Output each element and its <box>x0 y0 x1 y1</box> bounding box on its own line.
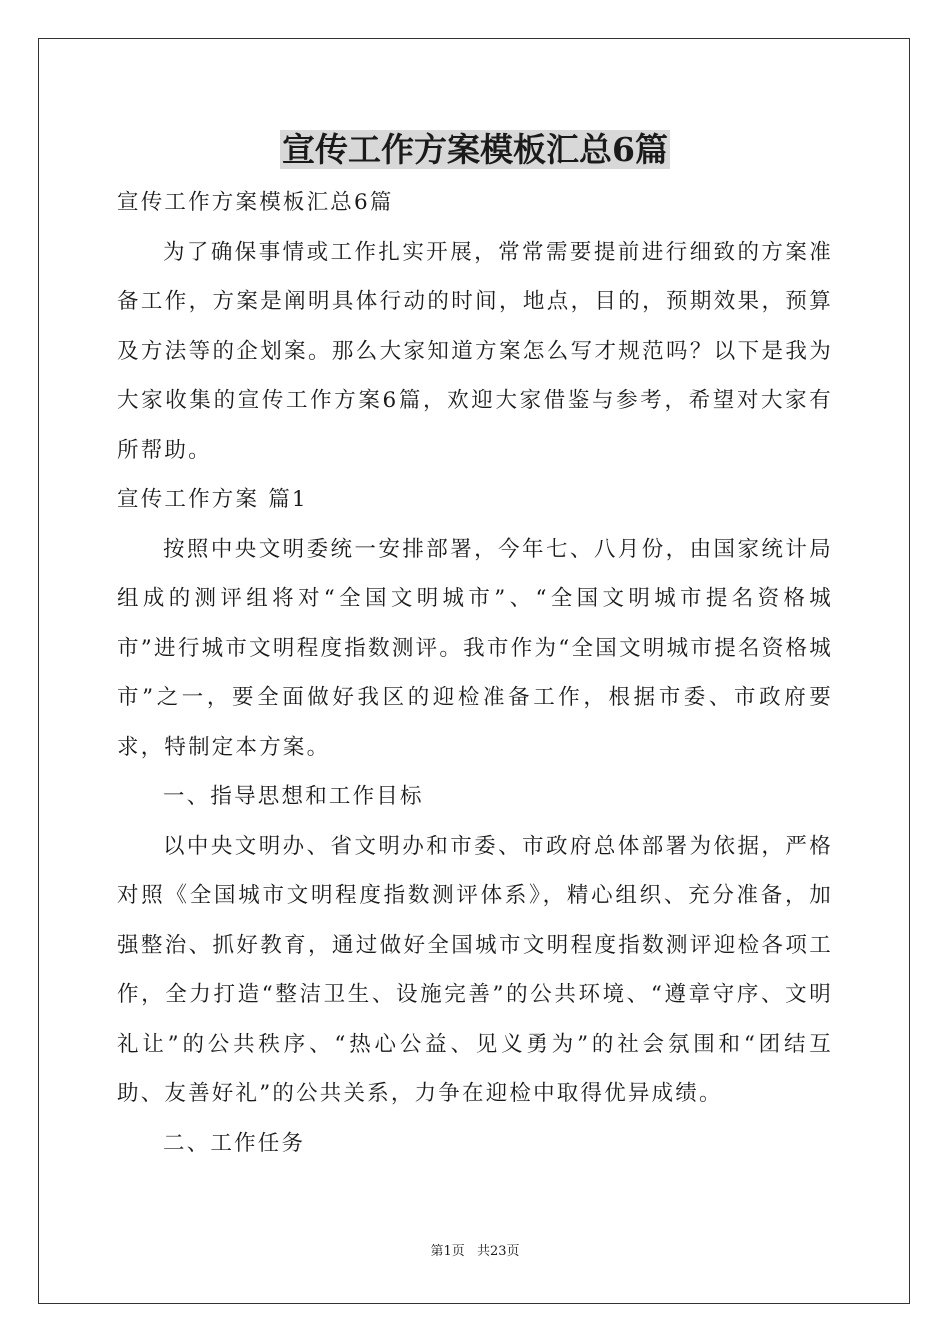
page-number: 第1页 <box>430 1244 465 1259</box>
document-body <box>117 178 833 1168</box>
intro-paragraph: 为了确保事情或工作扎实开展，常常需要提前进行细致的方案准备工作，方案是阐明具体行动的时间，地点，目的，预期效果，预算及方法等的企划案。那么大家知道方案怎么写才规范吗？以下是我为大家收集的宣传工作方案6篇，欢迎大家借鉴与参考，希望对大家有所帮助。 <box>117 239 833 463</box>
section-heading-1: 宣传工作方案 篇1 <box>117 487 308 512</box>
subheading-work-tasks: 二、工作任务 <box>163 1130 306 1156</box>
body-paragraph: 以中央文明办、省文明办和市委、市政府总体部署为依据，严格对照《全国城市文明程度指数测评体系》，精心组织、充分准备，加强整治、抓好教育，通过做好全国城市文明程度指数测评迎检各项工作，全力打造“整洁卫生、设施完善”的公共环境、“遵章守序、文明礼让”的公共秩序、“热心公益、见义勇为”的社会氛围和“团结互助、友善好礼”的公共关系，力争在迎检中取得优异成绩。 <box>117 833 833 1106</box>
page-total: 共23页 <box>476 1244 520 1259</box>
subtitle-paragraph: 宣传工作方案模板汇总6篇 <box>117 190 394 215</box>
page-footer <box>0 1243 950 1261</box>
document-title-text: 宣传工作方案模板汇总6篇 <box>282 130 668 169</box>
document-title <box>0 128 950 172</box>
subheading-guiding-ideology: 一、指导思想和工作目标 <box>163 784 424 809</box>
body-paragraph: 按照中央文明委统一安排部署，今年七、八月份，由国家统计局组成的测评组将对“全国文明城市”、“全国文明城市提名资格城市”进行城市文明程度指数测评。我市作为“全国文明城市提名资格城市”之一，要全面做好我区的迎检准备工作，根据市委、市政府要求，特制定本方案。 <box>117 536 833 760</box>
